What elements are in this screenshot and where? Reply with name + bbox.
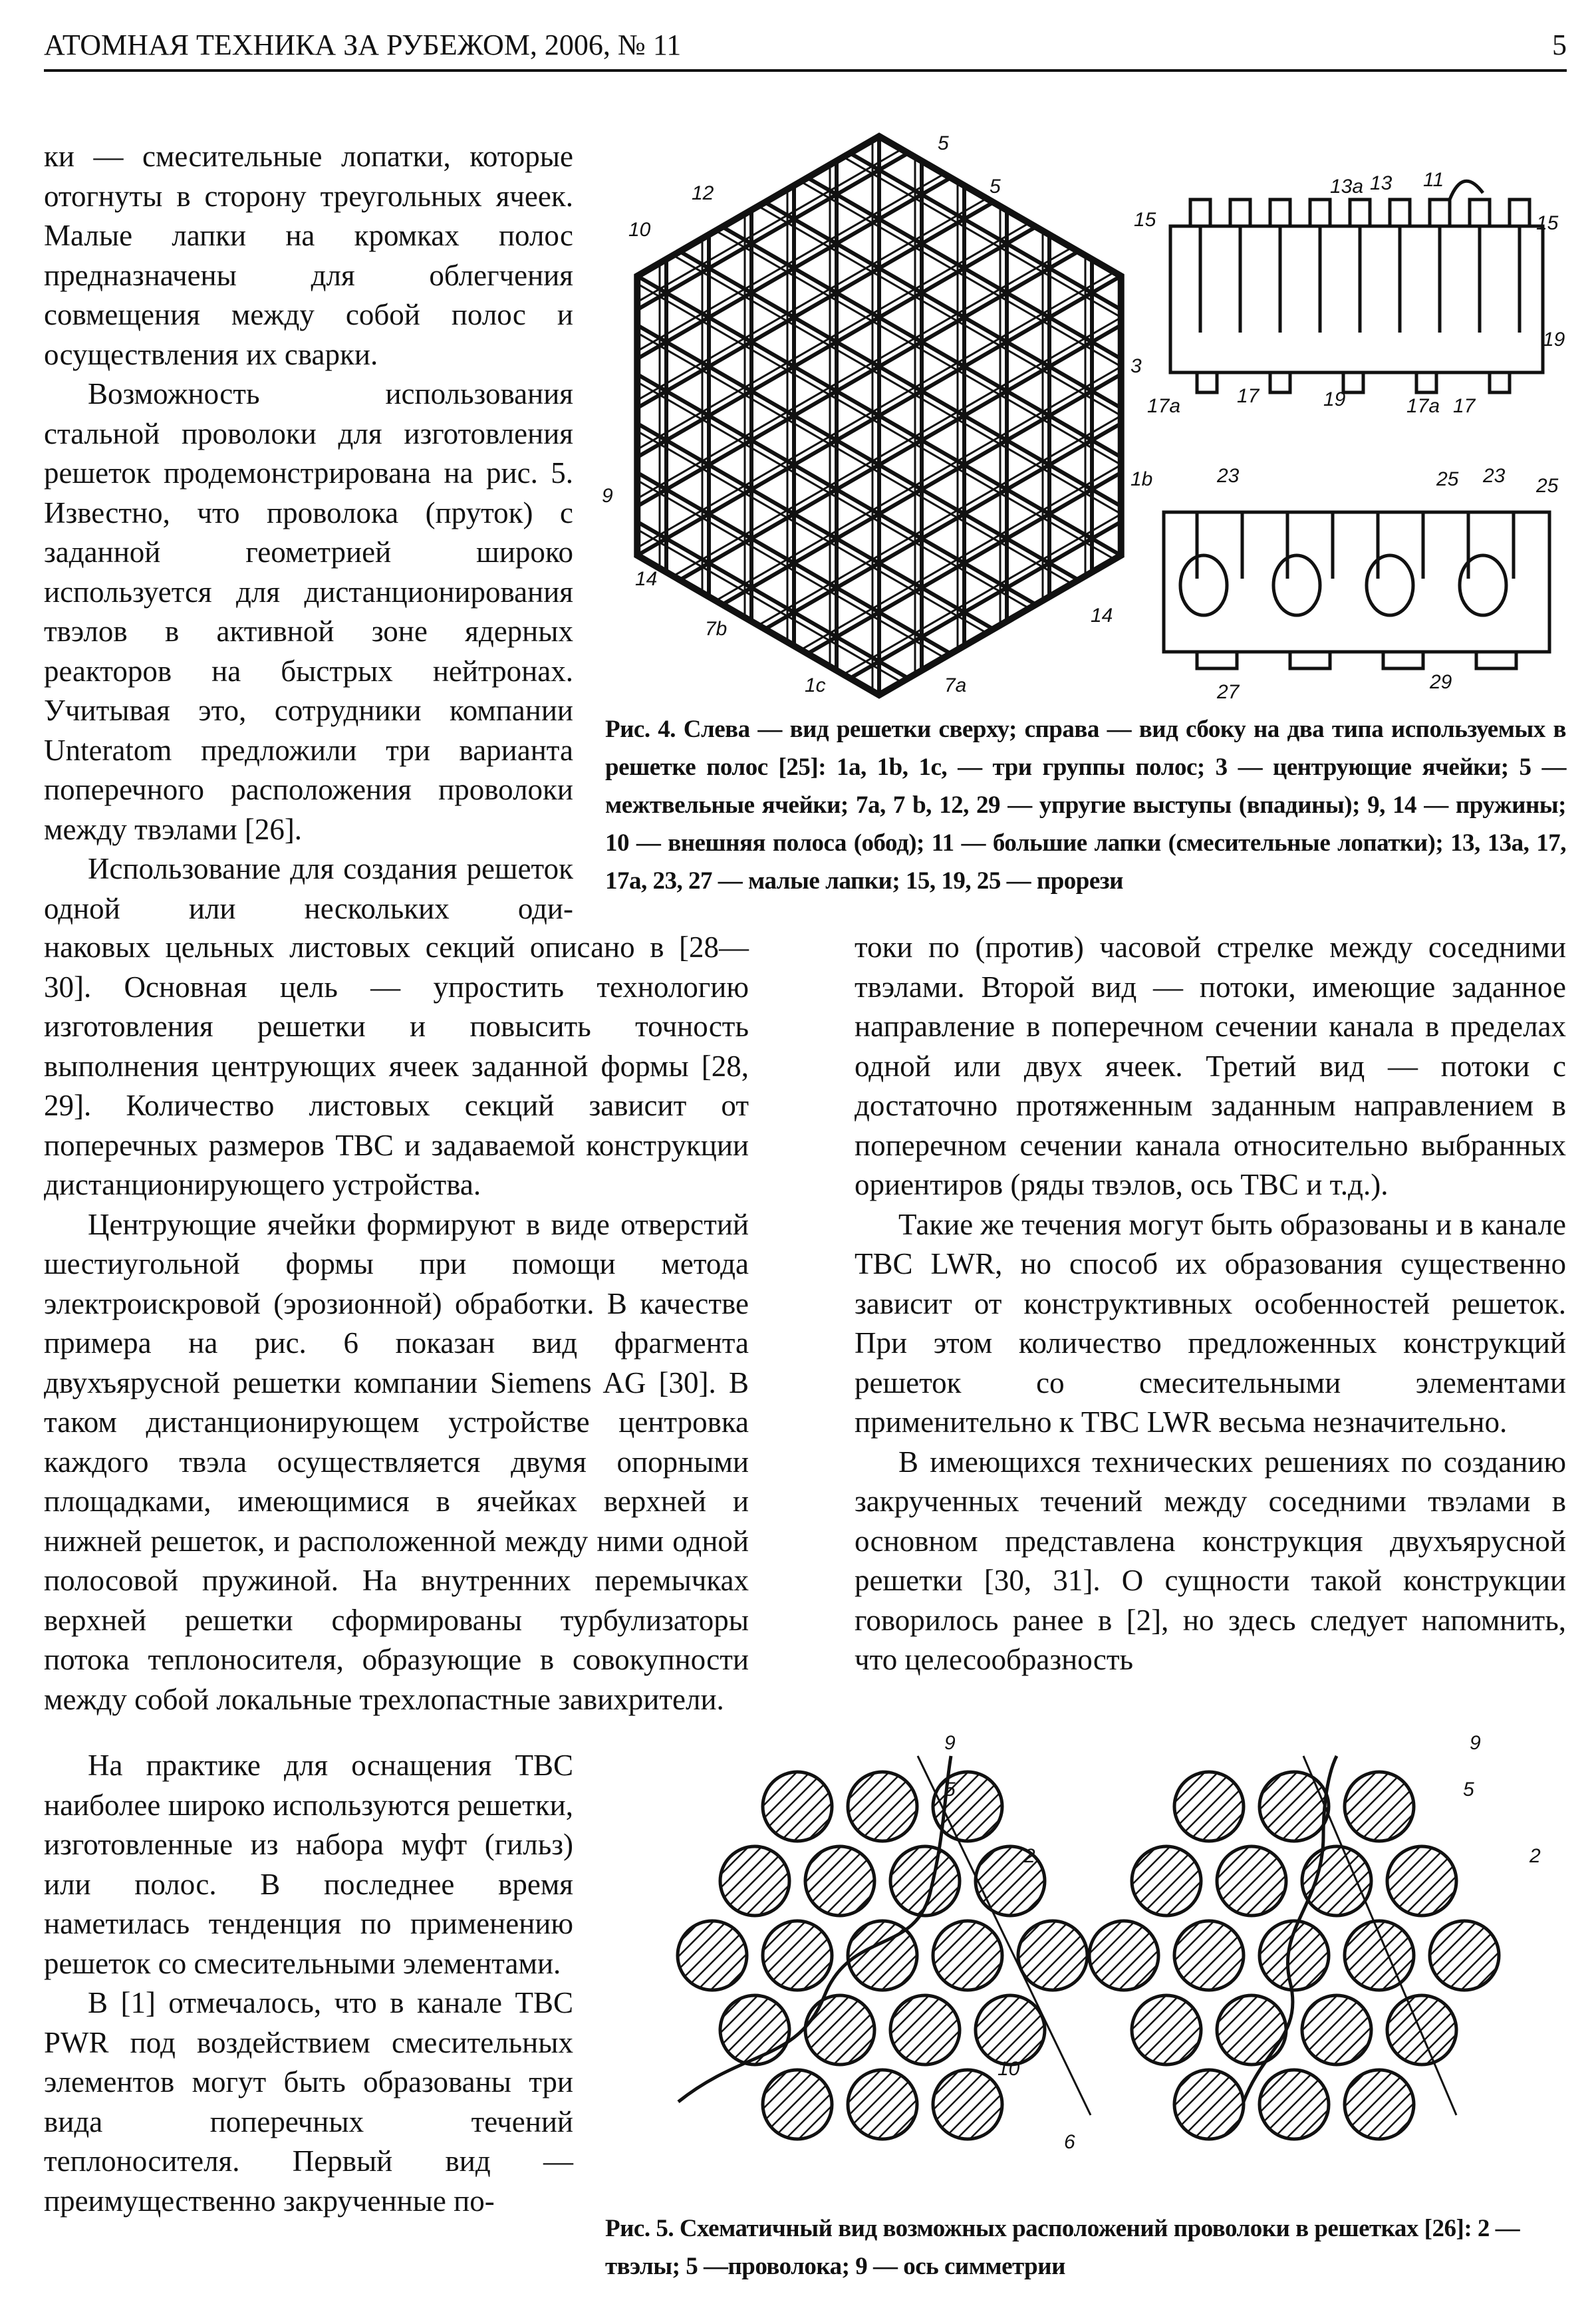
figure-label: 25 xyxy=(1536,475,1559,497)
strip-bottom-body xyxy=(1164,512,1549,652)
paragraph: В [1] отмечалось, что в канале ТВС PWR под воздействием смесительных элементов могут быть образованы три вида поперечных течений теплоносителя. Первый вид — преимущественно закрученные по- xyxy=(44,1986,573,2218)
figure-label: 9 xyxy=(1470,1732,1481,1754)
fuel-rod xyxy=(890,1995,960,2065)
small-tab xyxy=(1470,200,1490,226)
figure-label: 7a xyxy=(944,674,967,696)
figure-label: 10 xyxy=(628,219,651,241)
fuel-rod xyxy=(976,1995,1045,2065)
text-block-mid-left xyxy=(44,928,749,1719)
spring-window xyxy=(1273,555,1320,615)
figure-label: 17a xyxy=(1406,395,1440,417)
fig5-left-cluster xyxy=(678,1772,1087,2139)
fuel-rod xyxy=(1345,2070,1414,2139)
strip-top-body xyxy=(1170,226,1543,372)
bottom-tab xyxy=(1197,372,1217,392)
paragraph: токи по (против) часовой стрелке между соседними твэлами. Второй вид — потоки, имеющие заданное направление в поперечном сечении канала в пределах одной или двух ячеек. Третий вид — потоки с достаточно протяженным заданным направлением в поперечном сечении канала относительно выбранных ориентиров (ряды твэлов, ось ТВС и т.д.). xyxy=(855,931,1566,1201)
figure-label: 13 xyxy=(1370,172,1393,194)
fuel-rod xyxy=(720,1995,789,2065)
paragraph: В имеющихся технических решениях по созданию закрученных течений между соседними твэлами в основном представлена конструкция двухъярусной решетки [30, 31]. О сущности такой конструкции говорилось ранее в [2], но здесь следует напомнить, что целесообразность xyxy=(855,1445,1566,1676)
figure-label: 19 xyxy=(1323,388,1346,410)
small-tab xyxy=(1270,200,1290,226)
grid-strip-edge xyxy=(679,468,1370,712)
fuel-rod xyxy=(1302,1995,1371,2065)
figure-label: 14 xyxy=(1091,605,1113,627)
figure-label: 5 xyxy=(938,132,949,154)
figure-label: 17 xyxy=(1237,385,1260,407)
fuel-rod xyxy=(1260,2070,1329,2139)
figure-label: 17a xyxy=(1147,395,1181,417)
fuel-rod xyxy=(1089,1921,1158,1990)
small-tab xyxy=(1190,200,1210,226)
fig5-right-cluster xyxy=(1089,1772,1499,2139)
small-tab xyxy=(1390,200,1410,226)
figure-label: 19 xyxy=(1543,329,1565,351)
fuel-rod xyxy=(1174,1772,1244,1841)
fuel-rod xyxy=(1174,2070,1244,2139)
fuel-rod xyxy=(933,2070,1002,2139)
spring-window xyxy=(1367,555,1413,615)
text-block-top-left xyxy=(44,137,573,929)
bottom-tab xyxy=(1416,372,1436,392)
fuel-rod xyxy=(805,1846,874,1916)
spring-window xyxy=(1180,555,1227,615)
fuel-rod xyxy=(848,2070,917,2139)
spring-window xyxy=(1460,555,1506,615)
fuel-rod xyxy=(1387,1846,1456,1916)
bottom-tab xyxy=(1490,372,1510,392)
fuel-rod xyxy=(763,2070,832,2139)
figure-label: 17 xyxy=(1453,395,1476,417)
small-tab xyxy=(1230,200,1250,226)
fuel-rod xyxy=(1132,1846,1201,1916)
bottom-tab xyxy=(1270,372,1290,392)
strip-top xyxy=(1170,181,1543,392)
page-header xyxy=(44,25,1567,72)
fuel-rod xyxy=(1132,1995,1201,2065)
fuel-rod xyxy=(1387,1995,1456,2065)
figure-4-drawing xyxy=(598,126,1569,712)
figure-label: 2 xyxy=(1530,1845,1541,1867)
figure-label: 1c xyxy=(805,674,826,696)
figure-5-caption: Рис. 5. Схематичный вид возможных расположений проволоки в решетках [26]: 2 — твэлы; 5 —проволока; 9 — ось симметрии xyxy=(605,2215,1520,2280)
fuel-rod xyxy=(1018,1921,1087,1990)
figure-label: 15 xyxy=(1134,209,1156,231)
text-block-bottom-left xyxy=(44,1746,573,2221)
figure-label: 3 xyxy=(1130,355,1142,377)
figure-label: 13a xyxy=(1330,176,1364,198)
grid-strip-edge xyxy=(679,126,1370,363)
paragraph: Возможность использования стальной проволоки для изготовления решеток продемонстрирована на рис. 5. Известно, что проволока (пруток) с заданной геометрией широко используется для дистанционирования твэлов в активной зоне ядерных реакторов на быстрых нейтронах. Учитывая это, сотрудники компании Unteratom предложили три варианта поперечного расположения проволоки между твэлами [26]. xyxy=(44,377,573,846)
fuel-rod xyxy=(1217,1995,1286,2065)
strip-bottom xyxy=(1164,512,1549,668)
fuel-rod xyxy=(1174,1921,1244,1990)
fuel-rod xyxy=(1302,1846,1371,1916)
fuel-rod xyxy=(720,1846,789,1916)
figure-label: 7b xyxy=(705,618,728,640)
fuel-rod xyxy=(1345,1921,1414,1990)
figure-label: 10 xyxy=(998,2058,1020,2080)
fuel-rod xyxy=(678,1921,747,1990)
figure-label: 12 xyxy=(692,182,714,204)
figure-label: 23 xyxy=(1483,465,1506,487)
figure-label: 5 xyxy=(944,1779,956,1801)
fuel-rod xyxy=(1217,1846,1286,1916)
figure-label: 5 xyxy=(990,176,1001,198)
text-block-right xyxy=(855,928,1566,1680)
small-tab xyxy=(1350,200,1370,226)
figure-label: 15 xyxy=(1536,212,1559,234)
figure-label: 1b xyxy=(1130,468,1153,490)
paragraph: ки — смесительные лопатки, которые отогнуты в сторону треугольных ячеек. Малые лапки на кромках полос предназначены для облегчения совмещения между собой полос и осуществления их сварки. xyxy=(44,140,573,371)
figure-label: 11 xyxy=(1423,169,1444,191)
figure-label: 5 xyxy=(1463,1779,1474,1801)
paragraph: Центрующие ячейки формируют в виде отверстий шестиугольной формы при помощи метода электроискровой (эрозионной) обработки. В качестве примера на рис. 6 показан вид фрагмента двухъярусной решетки компании Siemens AG [30]. В таком дистанционирующем устройстве центровка каждого твэла осуществляется двумя опорными площадками, имеющимися в ячейках верхней и нижней решеток, и расположенной между ними одной полосовой пружиной. На внутренних перемычках верхней решетки сформированы турбулизаторы потока теплоносителя, образующие в совокупности между собой локальные трехлопастные завихрители. xyxy=(44,1207,749,1716)
figure-5-drawing xyxy=(598,1729,1569,2215)
large-tab xyxy=(1450,181,1483,200)
figure-label: 27 xyxy=(1217,681,1240,703)
journal-title: АТОМНАЯ ТЕХНИКА ЗА РУБЕЖОМ, 2006, № 11 xyxy=(44,29,682,61)
figure-4-caption: Рис. 4. Слева — вид решетки сверху; справа — вид сбоку на два типа используемых в решетке полос [25]: 1a, 1b, 1c, — три группы полос; 3 — центрующие ячейки; 5 — межтвельные ячейки; 7a, 7 b, 12, 29 — упругие выступы (впадины); 9, 14 — пружины; 10 — внешняя полоса (обод); 11 — большие лапки (смесительные лопатки); 13, 13a, 17, 17a, 23, 27 — малые лапки; 15, 19, 25 — прорези xyxy=(605,716,1566,895)
figure-label: 25 xyxy=(1436,468,1459,490)
fuel-rod xyxy=(763,1772,832,1841)
small-tab xyxy=(1510,200,1530,226)
bottom-tab xyxy=(1197,652,1237,668)
small-tab xyxy=(1430,200,1450,226)
page-number: 5 xyxy=(1552,29,1567,61)
fuel-rod xyxy=(763,1921,832,1990)
figure-label: 23 xyxy=(1217,465,1240,487)
small-tab xyxy=(1310,200,1330,226)
figure-label: 9 xyxy=(602,485,613,507)
bottom-tab xyxy=(1290,652,1330,668)
paragraph: Использование для создания решеток одной или нескольких оди- xyxy=(44,852,573,925)
fuel-rod xyxy=(933,1921,1002,1990)
paragraph: На практике для оснащения ТВС наиболее широко используются решетки, изготовленные из набора муфт (гильз) или полос. В последнее время наметилась тенденция по применению решеток со смесительными элементами. xyxy=(44,1749,573,1980)
bottom-tab xyxy=(1343,372,1363,392)
figure-label: 14 xyxy=(635,568,658,590)
figure-label: 29 xyxy=(1430,671,1452,693)
fuel-rod xyxy=(848,1772,917,1841)
grid-strip-edge xyxy=(658,126,1349,400)
bottom-tab xyxy=(1383,652,1423,668)
figure-label: 2 xyxy=(1024,1845,1035,1867)
fuel-rod xyxy=(805,1995,874,2065)
figure-label: 6 xyxy=(1064,2131,1075,2153)
fuel-rod xyxy=(1430,1921,1499,1990)
fuel-rod xyxy=(1345,1772,1414,1841)
grid-strip xyxy=(640,400,1331,712)
paragraph: Такие же течения могут быть образованы и в канале ТВС LWR, но способ их образования существенно зависит от конструктивных особенностей решеток. При этом количество предложенных конструкций решеток со смесительными элементами применительно к ТВС LWR весьма незначительно. xyxy=(855,1207,1566,1439)
paragraph: наковых цельных листовых секций описано в [28—30]. Основная цель — упростить технологию изготовления решетки и повысить точность выполнения центрующих ячеек заданной формы [28, 29]. Количество листовых секций зависит от поперечных размеров ТВС и задаваемой конструкции дистанционирующего устройства. xyxy=(44,931,749,1201)
figure-label: 9 xyxy=(944,1732,956,1754)
bottom-tab xyxy=(1476,652,1516,668)
fuel-rod xyxy=(1260,1772,1329,1841)
grid-strip-edge xyxy=(658,432,1349,712)
